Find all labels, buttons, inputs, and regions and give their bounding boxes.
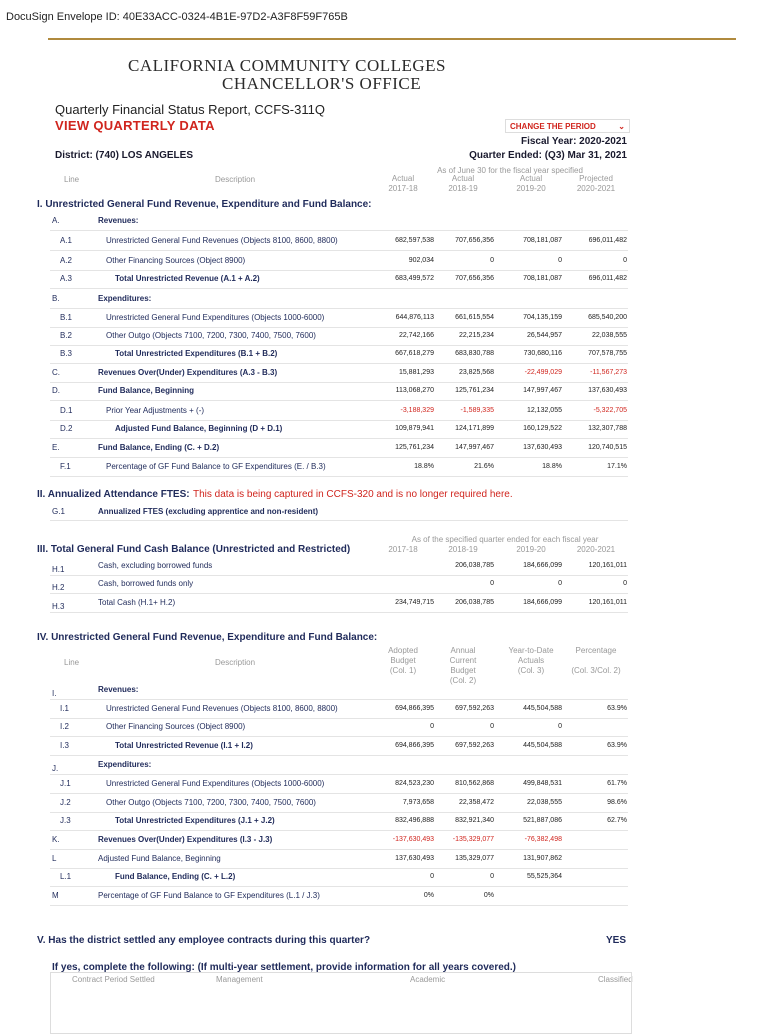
value-cell: 63.9% — [607, 742, 627, 749]
row-description: Total Unrestricted Expenditures (B.1 + B.2) — [115, 349, 278, 358]
section-5-followup: If yes, complete the following: (If multi-year settlement, provide information for all years covered.) — [52, 962, 516, 973]
value-cell: 206,038,785 — [455, 599, 494, 606]
col-desc-header: Description — [215, 658, 256, 667]
row-code: L.1 — [60, 872, 72, 881]
value-cell: 661,615,554 — [455, 314, 494, 321]
value-cell: 113,068,270 — [395, 387, 434, 394]
row-description: Other Outgo (Objects 7100, 7200, 7300, 7400, 7500, 7600) — [106, 798, 316, 807]
year-col-header: Projected 2020-2021 — [576, 174, 616, 193]
row-code: I. — [52, 689, 57, 698]
value-cell: 694,866,395 — [395, 742, 434, 749]
value-cell: 707,656,356 — [455, 237, 494, 244]
value-cell: 12,132,055 — [526, 407, 562, 414]
value-cell: 0 — [490, 873, 494, 880]
row-code: I.1 — [60, 704, 69, 713]
value-cell: 697,592,263 — [455, 742, 494, 749]
row-description: Adjusted Fund Balance, Beginning — [98, 854, 221, 863]
value-cell: 184,666,099 — [523, 599, 562, 606]
value-cell: 63.9% — [607, 705, 627, 712]
change-period-select[interactable] — [505, 119, 630, 133]
row-description: Cash, borrowed funds only — [98, 579, 194, 588]
view-quarterly-link[interactable]: VIEW QUARTERLY DATA — [55, 118, 215, 133]
value-cell: 0 — [558, 723, 562, 730]
envelope-id: DocuSign Envelope ID: 40E33ACC-0324-4B1E-97D2-A3F8F59F765B — [6, 11, 348, 23]
value-cell: 694,866,395 — [395, 705, 434, 712]
row-code: A. — [52, 216, 60, 225]
contract-col-header: Academic — [410, 975, 446, 984]
value-cell: 696,011,482 — [588, 275, 627, 282]
row-code: A.3 — [60, 274, 73, 283]
value-cell: 147,997,467 — [523, 387, 562, 394]
value-cell: 707,656,356 — [455, 275, 494, 282]
row-description: Percentage of GF Fund Balance to GF Expenditures (L.1 / J.3) — [98, 891, 320, 900]
row-description: Other Financing Sources (Object 8900) — [106, 722, 246, 731]
value-cell: 902,034 — [408, 257, 434, 264]
row-code: J. — [52, 764, 59, 773]
year-col-header: 2018-19 — [448, 545, 478, 554]
year-col-header: Actual 2019-20 — [516, 174, 546, 193]
value-cell: 445,504,588 — [523, 705, 562, 712]
row-code: C. — [52, 368, 60, 377]
value-cell: 696,011,482 — [588, 237, 627, 244]
value-cell: 0 — [623, 580, 627, 587]
section-3-title: III. Total General Fund Cash Balance (Unrestricted and Restricted) — [37, 544, 351, 555]
section-5-answer: YES — [606, 935, 627, 946]
row-description: Unrestricted General Fund Expenditures (Objects 1000-6000) — [106, 779, 325, 788]
row-code: E. — [52, 443, 60, 452]
value-cell: 62.7% — [607, 817, 627, 824]
section-5-title: V. Has the district settled any employee contracts during this quarter? — [37, 935, 371, 946]
value-cell: 132,307,788 — [588, 425, 627, 432]
value-cell: 120,161,011 — [588, 562, 627, 569]
quarter-ended: Quarter Ended: (Q3) Mar 31, 2021 — [469, 150, 627, 161]
value-cell: 137,630,493 — [588, 387, 627, 394]
year-col-header: 2019-20 — [516, 545, 546, 554]
value-cell: 15,881,293 — [398, 369, 434, 376]
row-description: Total Unrestricted Revenue (A.1 + A.2) — [115, 274, 260, 283]
row-description: Fund Balance, Ending (C. + L.2) — [115, 872, 236, 881]
value-cell: 26,544,957 — [526, 332, 562, 339]
chevron-down-icon: ⌄ — [618, 121, 625, 131]
value-cell: 18.8% — [542, 463, 562, 470]
year-col-header: 2017-18 — [388, 545, 418, 554]
section-2-note: This data is being captured in CCFS-320 and is no longer required here. — [193, 489, 513, 500]
budget-col-header: Year-to-Date Actuals (Col. 3) — [508, 646, 554, 675]
row-description: Prior Year Adjustments + (-) — [106, 406, 205, 415]
row-code: H.3 — [52, 602, 65, 611]
value-cell: 135,329,077 — [455, 855, 494, 862]
value-cell: 109,879,941 — [395, 425, 434, 432]
row-code: B.1 — [60, 313, 73, 322]
row-description: Total Unrestricted Expenditures (J.1 + J.2) — [115, 816, 275, 825]
value-cell: 147,997,467 — [455, 444, 494, 451]
value-cell: 22,358,472 — [458, 799, 494, 806]
value-cell: 18.8% — [414, 463, 434, 470]
section-1-title: I. Unrestricted General Fund Revenue, Expenditure and Fund Balance: — [37, 199, 372, 210]
row-description: Revenues: — [98, 216, 139, 225]
col-line-header: Line — [64, 658, 80, 667]
value-cell: 21.6% — [474, 463, 494, 470]
value-cell: 667,618,279 — [395, 350, 434, 357]
contract-col-header: Classified — [598, 975, 633, 984]
value-cell: 137,630,493 — [395, 855, 434, 862]
value-cell: 0 — [558, 580, 562, 587]
row-description: Total Cash (H.1+ H.2) — [98, 598, 176, 607]
value-cell: 17.1% — [607, 463, 627, 470]
value-cell: 206,038,785 — [455, 562, 494, 569]
as-of-header: As of June 30 for the fiscal year specified — [437, 166, 583, 175]
value-cell: 685,540,200 — [588, 314, 627, 321]
row-description: Fund Balance, Ending (C. + D.2) — [98, 443, 220, 452]
value-cell: 499,848,531 — [523, 780, 562, 787]
fiscal-year: Fiscal Year: 2020-2021 — [520, 136, 627, 147]
value-cell: 0 — [623, 257, 627, 264]
value-cell: -1,589,335 — [460, 407, 494, 414]
row-description: Adjusted Fund Balance, Beginning (D + D.1) — [115, 424, 283, 433]
as-of-header-3: As of the specified quarter ended for each fiscal year — [411, 535, 599, 544]
value-cell: 61.7% — [607, 780, 627, 787]
section-2-title: II. Annualized Attendance FTES: — [37, 489, 190, 500]
contract-table — [50, 972, 632, 1034]
row-code: I.3 — [60, 741, 69, 750]
section-4-title: IV. Unrestricted General Fund Revenue, Expenditure and Fund Balance: — [37, 632, 378, 643]
row-description: Total Unrestricted Revenue (I.1 + I.2) — [115, 741, 253, 750]
value-cell: 22,742,166 — [398, 332, 434, 339]
value-cell: 832,921,340 — [455, 817, 494, 824]
value-cell: 704,135,159 — [523, 314, 562, 321]
value-cell: 160,129,522 — [523, 425, 562, 432]
row-code: L — [52, 854, 57, 863]
change-period-label: CHANGE THE PERIOD — [510, 121, 596, 131]
value-cell: 832,496,888 — [395, 817, 434, 824]
year-col-header: 2020-2021 — [576, 545, 616, 554]
value-cell: 644,876,113 — [395, 314, 434, 321]
value-cell: 0 — [430, 723, 434, 730]
value-cell: 125,761,234 — [395, 444, 434, 451]
value-cell: 683,499,572 — [395, 275, 434, 282]
value-cell: -137,630,493 — [392, 836, 434, 843]
value-cell: 0% — [423, 892, 434, 899]
value-cell: 0 — [490, 580, 494, 587]
value-cell: 0 — [430, 873, 434, 880]
year-col-header: Actual 2018-19 — [448, 174, 478, 193]
row-description: Cash, excluding borrowed funds — [98, 561, 213, 570]
district: District: (740) LOS ANGELES — [55, 150, 193, 161]
value-cell: -22,499,029 — [524, 369, 562, 376]
row-code: A.1 — [60, 236, 73, 245]
row-description: Unrestricted General Fund Expenditures (Objects 1000-6000) — [106, 313, 325, 322]
row-description: Expenditures: — [98, 760, 152, 769]
row-code: B. — [52, 294, 60, 303]
value-cell: -3,188,329 — [400, 407, 434, 414]
value-cell: 234,749,715 — [395, 599, 434, 606]
row-description: Unrestricted General Fund Revenues (Objects 8100, 8600, 8800) — [106, 704, 338, 713]
value-cell: 120,161,011 — [588, 599, 627, 606]
col-desc-header: Description — [215, 175, 256, 184]
value-cell: -76,382,498 — [524, 836, 562, 843]
value-cell: 682,597,538 — [395, 237, 434, 244]
row-code: I.2 — [60, 722, 69, 731]
value-cell: 708,181,087 — [523, 237, 562, 244]
value-cell: 98.6% — [607, 799, 627, 806]
logo-line1: CALIFORNIA COMMUNITY COLLEGES — [128, 56, 446, 75]
row-code: D.1 — [60, 406, 73, 415]
value-cell: 730,680,116 — [523, 350, 562, 357]
value-cell: 125,761,234 — [455, 387, 494, 394]
row-code: K. — [52, 835, 60, 844]
row-code: B.2 — [60, 331, 73, 340]
value-cell: 683,830,788 — [455, 350, 494, 357]
row-description: Fund Balance, Beginning — [98, 386, 195, 395]
col-line-header: Line — [64, 175, 80, 184]
value-cell: -11,567,273 — [590, 369, 627, 376]
row-code: D. — [52, 386, 60, 395]
value-cell: 184,666,099 — [523, 562, 562, 569]
contract-col-header: Contract Period Settled — [72, 975, 155, 984]
logo-line2: CHANCELLOR'S OFFICE — [222, 74, 422, 93]
value-cell: 7,973,658 — [402, 799, 434, 806]
budget-col-header: Annual Current Budget (Col. 2) — [449, 646, 477, 685]
value-cell: 810,562,868 — [455, 780, 494, 787]
value-cell: 824,523,230 — [395, 780, 434, 787]
header-rule — [48, 38, 736, 40]
value-cell: 521,887,086 — [523, 817, 562, 824]
value-cell: 22,038,555 — [591, 332, 627, 339]
row-code: F.1 — [60, 462, 71, 471]
value-cell: 22,038,555 — [526, 799, 562, 806]
value-cell: 23,825,568 — [458, 369, 494, 376]
value-cell: 707,578,755 — [588, 350, 627, 357]
value-cell: 445,504,588 — [523, 742, 562, 749]
value-cell: 708,181,087 — [523, 275, 562, 282]
row-code: G.1 — [52, 507, 65, 516]
row-description: Other Outgo (Objects 7100, 7200, 7300, 7400, 7500, 7600) — [106, 331, 316, 340]
row-description: Revenues Over(Under) Expenditures (A.3 - B.3) — [98, 368, 278, 377]
row-code: M — [52, 891, 59, 900]
row-description: Unrestricted General Fund Revenues (Objects 8100, 8600, 8800) — [106, 236, 338, 245]
value-cell: 697,592,263 — [455, 705, 494, 712]
report-title: Quarterly Financial Status Report, CCFS-311Q — [55, 102, 325, 117]
value-cell: 120,740,515 — [588, 444, 627, 451]
value-cell: 131,907,862 — [523, 855, 562, 862]
row-code: J.2 — [60, 798, 71, 807]
value-cell: 0 — [558, 257, 562, 264]
row-code: J.1 — [60, 779, 71, 788]
value-cell: 0 — [490, 257, 494, 264]
row-description: Annualized FTES (excluding apprentice and non-resident) — [98, 507, 319, 516]
row-description: Revenues: — [98, 685, 139, 694]
row-code: H.2 — [52, 583, 65, 592]
row-code: J.3 — [60, 816, 71, 825]
row-code: D.2 — [60, 424, 73, 433]
budget-col-header: Adopted Budget (Col. 1) — [388, 646, 418, 675]
row-code: A.2 — [60, 256, 73, 265]
row-description: Revenues Over(Under) Expenditures (I.3 - J.3) — [98, 835, 273, 844]
row-description: Percentage of GF Fund Balance to GF Expenditures (E. / B.3) — [106, 462, 326, 471]
value-cell: 0% — [483, 892, 494, 899]
value-cell: 55,525,364 — [526, 873, 562, 880]
row-code: H.1 — [52, 565, 65, 574]
row-code: B.3 — [60, 349, 73, 358]
value-cell: 124,171,899 — [455, 425, 494, 432]
row-description: Other Financing Sources (Object 8900) — [106, 256, 246, 265]
year-col-header: Actual 2017-18 — [388, 174, 418, 193]
value-cell: 137,630,493 — [523, 444, 562, 451]
row-description: Expenditures: — [98, 294, 152, 303]
value-cell: -135,329,077 — [452, 836, 494, 843]
contract-col-header: Management — [216, 975, 263, 984]
value-cell: -5,322,705 — [593, 407, 627, 414]
budget-col-header: Percentage (Col. 3/Col. 2) — [571, 646, 621, 675]
value-cell: 22,215,234 — [458, 332, 494, 339]
value-cell: 0 — [490, 723, 494, 730]
